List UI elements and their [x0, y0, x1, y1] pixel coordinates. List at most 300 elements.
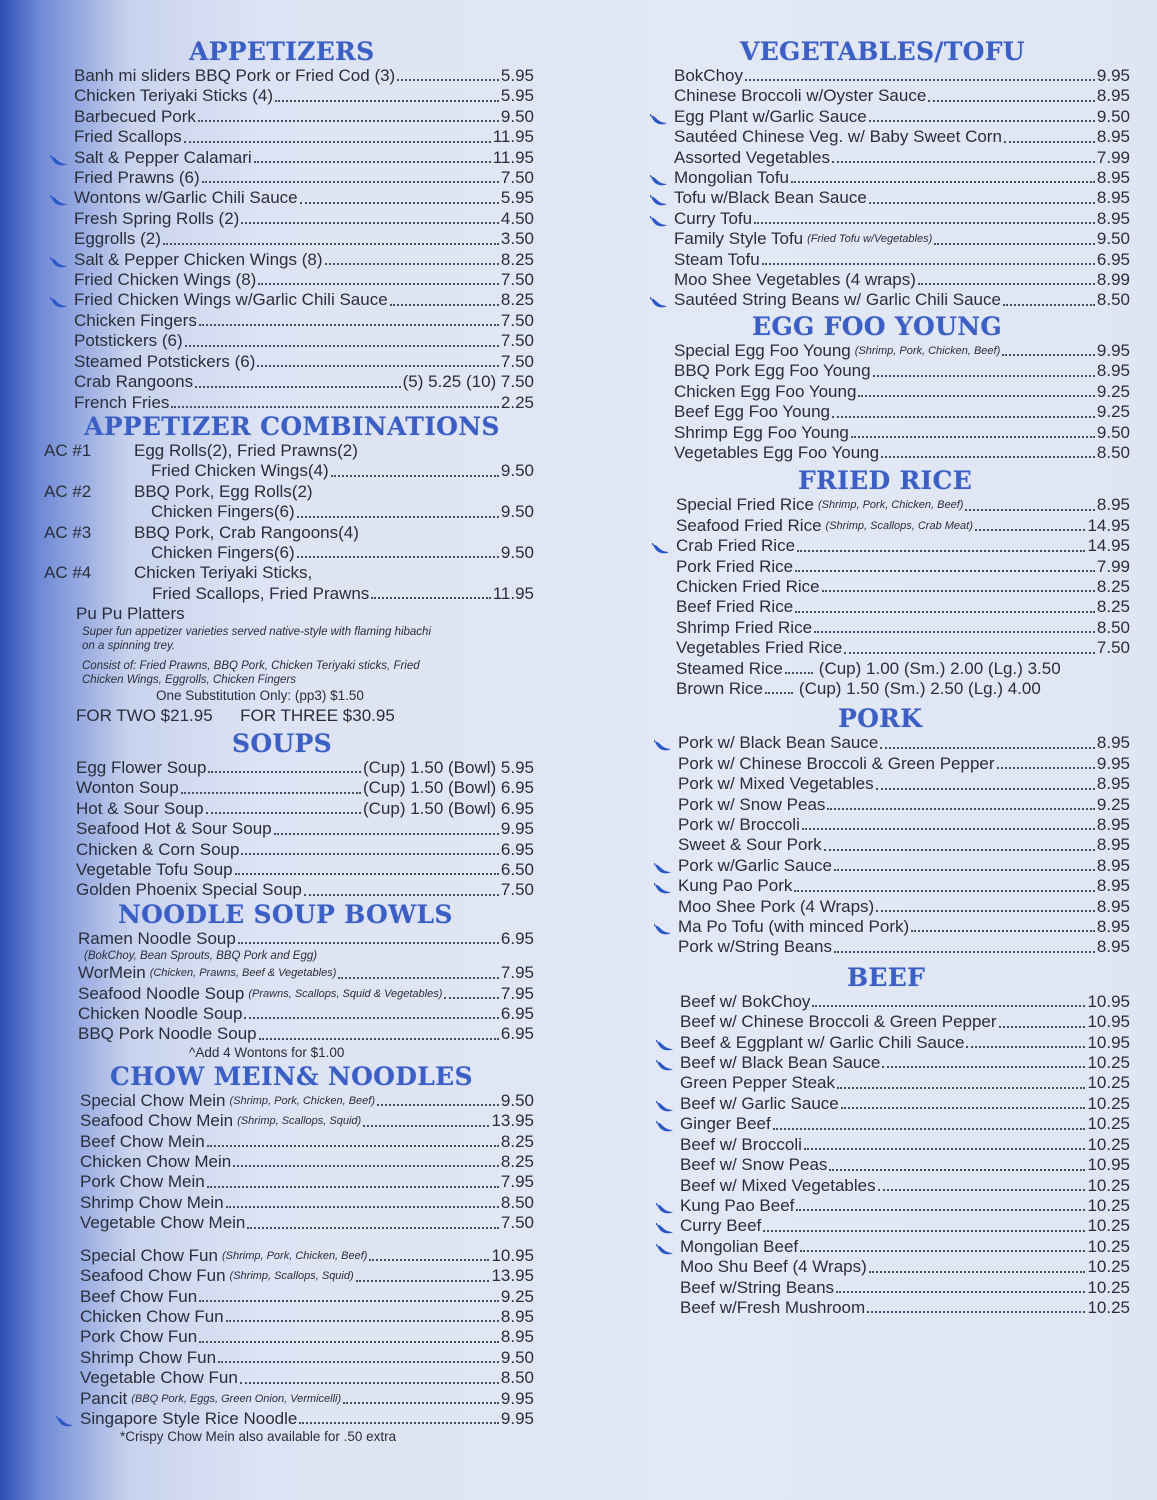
pupu-desc-2: on a spinning trey.	[82, 639, 176, 652]
section-title-beef: BEEF	[847, 962, 926, 992]
dot-leader	[254, 161, 491, 163]
combo-code: AC #1	[44, 440, 92, 460]
chili-pepper-icon	[650, 192, 668, 204]
item-price: 6.95	[500, 839, 534, 859]
combo-price: 11.95	[492, 583, 534, 603]
item-name: Seafood Chow Fun	[80, 1266, 226, 1286]
item-price: (Cup) 1.50 (Bowl) 5.95	[362, 757, 534, 777]
item-name: Pancit	[80, 1388, 128, 1408]
combo-ac-1	[44, 441, 534, 482]
dot-leader	[444, 997, 499, 999]
dot-leader	[800, 1250, 1085, 1252]
menu-item-vegetable-chow-fun	[80, 1368, 534, 1388]
dot-leader	[363, 1125, 489, 1127]
item-description: (BBQ Pork, Eggs, Green Onion, Vermicelli)	[131, 1392, 342, 1405]
noodle-soups-list	[44, 929, 534, 1045]
menu-item-curry-beef	[680, 1216, 1130, 1236]
item-price: 7.99	[1096, 147, 1130, 167]
menu-item-beef-w-string-beans	[680, 1278, 1130, 1298]
item-name: Shrimp Chow Fun	[80, 1347, 217, 1367]
dot-leader	[343, 1402, 499, 1404]
item-name: Vegetable Tofu Soup	[76, 860, 233, 879]
dot-leader	[304, 894, 499, 896]
item-price: 8.25	[500, 290, 534, 310]
item-name: Steam Tofu	[674, 249, 760, 269]
item-name: Seafood Hot & Sour Soup	[76, 819, 272, 839]
item-price: 7.95	[500, 1172, 534, 1192]
dot-leader	[881, 456, 1095, 458]
item-price: 9.25	[1096, 381, 1130, 401]
item-name: BokChoy	[674, 66, 743, 85]
section-title-vegetables-tofu: VEGETABLES/TOFU	[740, 37, 1025, 66]
item-price: 7.95	[500, 963, 534, 983]
chili-pepper-icon	[650, 294, 668, 306]
right-column	[640, 38, 1130, 1318]
item-name: Singapore Style Rice Noodle	[80, 1408, 298, 1428]
item-description: (Shrimp, Pork, Chicken, Beef)	[817, 499, 964, 512]
item-price: (Cup) 1.00 (Sm.) 2.00 (Lg.) 3.50	[818, 658, 1061, 678]
dot-leader	[1003, 304, 1095, 306]
item-name: Hot & Sour Soup	[76, 798, 204, 818]
menu-item-fried-prawns-6	[74, 168, 534, 188]
item-price: 10.25	[1087, 1114, 1130, 1134]
dot-leader	[814, 631, 1095, 633]
combo-body	[134, 441, 534, 482]
item-price: 10.25	[1087, 1297, 1130, 1317]
item-name: Moo Shee Vegetables (4 wraps)	[674, 270, 916, 290]
dot-leader	[300, 202, 499, 204]
combo-ac-3	[44, 523, 534, 564]
menu-item-beef-w-bokchoy	[680, 992, 1130, 1012]
chili-pepper-icon	[656, 1037, 674, 1049]
item-price: 6.95	[1096, 249, 1130, 269]
menu-item-wonton-soup	[76, 778, 534, 798]
dot-leader	[829, 1169, 1085, 1171]
chili-pepper-icon	[50, 192, 68, 204]
menu-item-crab-rangoons	[74, 372, 534, 392]
item-price: 5.95	[500, 66, 534, 85]
menu-item-ramen-noodle-soup	[78, 929, 534, 949]
item-price: (5) 5.25 (10) 7.50	[402, 372, 534, 392]
item-price: 10.95	[1087, 991, 1130, 1011]
item-price: 7.50	[1096, 638, 1130, 658]
item-name: Pork w/ Broccoli	[678, 815, 800, 834]
menu-item-egg-flower-soup	[76, 758, 534, 778]
item-price: 8.95	[1096, 733, 1130, 753]
menu-item-vegetables-fried-rice	[676, 638, 1130, 658]
item-price: 7.50	[500, 331, 534, 351]
dot-leader	[199, 1300, 499, 1302]
item-name: Mongolian Tofu	[674, 168, 789, 188]
item-price: 7.50	[500, 351, 534, 371]
item-name: Beef w/String Beans	[680, 1277, 835, 1297]
item-name: Pork w/ Chinese Broccoli & Green Pepper	[678, 753, 995, 773]
menu-item-hot-sour-soup	[76, 799, 534, 819]
chili-pepper-icon	[50, 254, 68, 266]
combo-body	[134, 563, 534, 604]
combo-code: AC #3	[44, 522, 92, 542]
section-title-egg-foo-young: EGG FOO YOUNG	[752, 311, 1002, 341]
item-name: Sautéed Chinese Veg. w/ Baby Sweet Corn	[674, 127, 1002, 147]
item-name: Beef w/ Garlic Sauce	[680, 1093, 839, 1113]
chow-fun-list	[44, 1246, 534, 1430]
item-name: Beef w/ Snow Peas	[680, 1155, 828, 1175]
dot-leader	[762, 263, 1095, 265]
section-title-chow-mein-noodles: CHOW MEIN& NOODLES	[110, 1061, 473, 1091]
item-name: Beef w/ Chinese Broccoli & Green Pepper	[680, 1012, 997, 1032]
combo-line-2-text: Fried Chicken Wings(4)	[151, 461, 329, 481]
item-price: 2.25	[500, 392, 534, 412]
item-price: 8.50	[1096, 290, 1130, 310]
menu-item-eggrolls-2	[74, 229, 534, 249]
item-name: Barbecued Pork	[74, 106, 196, 126]
item-description: (Shrimp, Pork, Chicken, Beef)	[229, 1094, 376, 1107]
menu-item-note: (BokChoy, Bean Sprouts, BBQ Pork and Egg)	[84, 950, 318, 963]
dot-leader	[195, 386, 401, 388]
item-name: Ginger Beef	[680, 1114, 771, 1134]
chili-pepper-icon	[656, 1241, 674, 1253]
dot-leader	[1004, 141, 1095, 143]
item-name: Assorted Vegetables	[674, 147, 830, 167]
item-name: Crab Rangoons	[74, 372, 194, 392]
dot-leader	[218, 1361, 499, 1363]
item-price: 7.50	[500, 270, 534, 290]
dot-leader	[997, 767, 1095, 769]
item-price: 9.25	[500, 1286, 534, 1306]
item-price: 6.95	[500, 1004, 534, 1024]
item-price: 9.95	[500, 819, 534, 839]
item-name: Sweet & Sour Pork	[678, 835, 822, 855]
item-name: Shrimp Fried Rice	[676, 617, 813, 637]
combo-price: 9.50	[500, 461, 534, 481]
dot-leader	[181, 792, 361, 794]
menu-item-banh-mi-sliders-bbq-pork-or-fried-cod-3	[74, 66, 534, 86]
menu-item-green-pepper-steak	[680, 1073, 1130, 1093]
combo-code: AC #4	[44, 563, 92, 583]
dot-leader	[876, 788, 1095, 790]
item-name: Chicken Teriyaki Sticks (4)	[74, 86, 274, 106]
item-price: 6.95	[500, 1024, 534, 1044]
dot-leader	[882, 1066, 1085, 1068]
dot-leader	[184, 141, 491, 143]
item-price: 5.95	[500, 86, 534, 106]
dot-leader	[834, 951, 1095, 953]
menu-item-pork-w-snow-peas	[678, 795, 1130, 815]
dot-leader	[199, 324, 499, 326]
chili-pepper-icon	[656, 1118, 674, 1130]
section-title-appetizer-combinations: APPETIZER COMBINATIONS	[84, 411, 500, 441]
chili-pepper-icon	[652, 540, 670, 552]
item-name: Pork w/Garlic Sauce	[678, 855, 832, 875]
item-price: 13.95	[491, 1266, 534, 1286]
dot-leader	[999, 1026, 1086, 1028]
menu-item-shrimp-chow-fun	[80, 1348, 534, 1368]
item-price: 7.99	[1096, 556, 1130, 576]
menu-item-pork-w-mixed-vegetables	[678, 774, 1130, 794]
pupu-platters	[76, 604, 534, 726]
item-name: WorMein	[78, 963, 146, 983]
dot-leader	[325, 263, 499, 265]
menu-item-saut-ed-string-beans-w-garlic-chili-sauce	[674, 290, 1130, 310]
dot-leader	[841, 1107, 1086, 1109]
pupu-for-two: FOR TWO $21.95	[76, 705, 213, 725]
item-name: Pork Chow Fun	[80, 1327, 198, 1347]
menu-item-vegetable-tofu-soup	[76, 860, 534, 880]
item-price: 9.50	[500, 106, 534, 126]
item-name: Beef Egg Foo Young	[674, 402, 830, 422]
chili-pepper-icon	[56, 1413, 74, 1425]
item-name: Seafood Fried Rice	[676, 515, 822, 535]
item-description: (Shrimp, Scallops, Squid)	[237, 1115, 362, 1128]
menu-item-seafood-hot-sour-soup	[76, 819, 534, 839]
item-price: 10.25	[1087, 1134, 1130, 1154]
item-price: 10.25	[1087, 1175, 1130, 1195]
item-price: 10.95	[1087, 1012, 1130, 1032]
chow-mein-list	[44, 1091, 534, 1234]
dot-leader	[240, 1382, 499, 1384]
item-price: 7.50	[500, 168, 534, 188]
dot-leader	[822, 590, 1095, 592]
dot-leader	[356, 1280, 490, 1282]
menu-item-pork-w-broccoli	[678, 815, 1130, 835]
item-price: 10.25	[1087, 1236, 1130, 1256]
menu-item-steam-tofu	[674, 250, 1130, 270]
item-price: 10.25	[1087, 1216, 1130, 1236]
dot-leader	[331, 475, 499, 477]
dot-leader	[804, 1148, 1086, 1150]
vegetables-list	[640, 66, 1130, 311]
left-column	[44, 38, 534, 1445]
noodle-soups-footnote: ^Add 4 Wontons for $1.00	[189, 1044, 345, 1060]
item-price: 9.95	[500, 1388, 534, 1408]
item-name: Special Fried Rice	[676, 495, 814, 515]
menu-item-mongolian-tofu	[674, 168, 1130, 188]
item-price: 10.95	[1087, 1032, 1130, 1052]
item-name: Ma Po Tofu (with minced Pork)	[678, 917, 910, 937]
item-price: 10.25	[1087, 1053, 1130, 1073]
menu-item-assorted-vegetables	[674, 148, 1130, 168]
dot-leader	[844, 652, 1095, 654]
item-name: Special Chow Fun	[80, 1245, 218, 1265]
combo-line-2-text: Chicken Fingers(6)	[151, 542, 295, 562]
item-name: Special Chow Mein	[80, 1090, 226, 1110]
pupu-desc-4: Chicken Wings, Eggrolls, Chicken Fingers	[82, 673, 297, 686]
item-name: Pork Chow Mein	[80, 1172, 205, 1192]
egg-foo-list	[640, 341, 1130, 463]
pupu-title: Pu Pu Platters	[76, 604, 185, 624]
item-name: Fried Chicken Wings (8)	[74, 270, 257, 290]
menu-item-beef-w-snow-peas	[680, 1155, 1130, 1175]
pupu-substitution: One Substitution Only: (pp3) $1.50	[156, 687, 364, 703]
menu-item-pork-w-garlic-sauce	[678, 856, 1130, 876]
item-price: 8.95	[1096, 127, 1130, 147]
combo-line-2	[151, 543, 534, 563]
dot-leader	[299, 1422, 499, 1424]
menu-item-singapore-style-rice-noodle	[80, 1409, 534, 1429]
menu-item-bbq-pork-egg-foo-young	[674, 361, 1130, 381]
menu-item-tofu-w-black-bean-sauce	[674, 188, 1130, 208]
item-name: Steamed Rice	[676, 658, 783, 678]
chili-pepper-icon	[656, 1200, 674, 1212]
dot-leader	[244, 1017, 498, 1019]
chili-pepper-icon	[656, 1057, 674, 1069]
dot-leader	[965, 509, 1094, 511]
chili-pepper-icon	[656, 1220, 674, 1232]
soups-list	[44, 758, 534, 901]
item-name: Vegetables Fried Rice	[676, 638, 843, 658]
item-name: Salt & Pepper Chicken Wings (8)	[74, 249, 323, 269]
item-price: 8.95	[500, 1327, 534, 1347]
item-name: Chicken Noodle Soup	[78, 1004, 243, 1024]
dot-leader	[207, 1145, 499, 1147]
item-price: 8.95	[1096, 86, 1130, 106]
menu-item-fried-scallops	[74, 127, 534, 147]
item-price: 8.25	[1096, 597, 1130, 617]
item-price: 8.99	[1096, 270, 1130, 290]
menu-item-wormein	[78, 963, 534, 983]
menu-item-moo-shee-vegetables-4-wraps	[674, 270, 1130, 290]
item-name: Chicken Chow Fun	[80, 1306, 224, 1326]
menu-item-vegetable-chow-mein	[80, 1213, 534, 1233]
item-description: (Shrimp, Scallops, Squid)	[229, 1270, 354, 1283]
item-description: (Fried Tofu w/Vegetables)	[807, 233, 933, 246]
item-name: Moo Shee Pork (4 Wraps)	[678, 896, 875, 916]
menu-item-moo-shu-beef-4-wraps	[680, 1257, 1130, 1277]
dot-leader	[918, 283, 1095, 285]
section-title-pork: PORK	[838, 704, 923, 734]
dot-leader	[338, 977, 499, 979]
dot-leader	[207, 1186, 499, 1188]
menu-item-ma-po-tofu-with-minced-pork	[678, 917, 1130, 937]
menu-item-moo-shee-pork-4-wraps	[678, 897, 1130, 917]
item-price: (Cup) 1.50 (Sm.) 2.50 (Lg.) 4.00	[798, 678, 1041, 698]
dot-leader	[274, 833, 499, 835]
item-price: 10.25	[1087, 1073, 1130, 1093]
item-price: 9.50	[1096, 229, 1130, 249]
item-name: Pork w/String Beans	[678, 937, 833, 957]
dot-leader	[377, 1104, 499, 1106]
item-price: 3.50	[500, 229, 534, 249]
pupu-desc-3: Consist of: Fried Prawns, BBQ Pork, Chicken Teriyaki sticks, Fried	[82, 659, 420, 672]
menu-item-chicken-teriyaki-sticks-4	[74, 86, 534, 106]
item-name: Beef w/ Mixed Vegetables	[680, 1175, 876, 1195]
item-name: Beef Chow Mein	[80, 1131, 205, 1151]
menu-item-chicken-corn-soup	[76, 840, 534, 860]
menu-item-barbecued-pork	[74, 107, 534, 127]
item-price: 8.25	[500, 249, 534, 269]
item-price: 9.25	[1096, 794, 1130, 814]
item-name: BBQ Pork Egg Foo Young	[674, 361, 871, 381]
dot-leader	[369, 1259, 489, 1261]
item-price: 10.25	[1087, 1093, 1130, 1113]
menu-item-family-style-tofu	[674, 229, 1130, 249]
item-name: Egg Flower Soup	[76, 757, 207, 777]
item-name: Wontons w/Garlic Chili Sauce	[74, 188, 298, 208]
item-price: 8.95	[500, 1306, 534, 1326]
menu-item-chicken-chow-fun	[80, 1307, 534, 1327]
dot-leader	[851, 436, 1095, 438]
chow-mein-footnote: *Crispy Chow Mein also available for .50 extra	[120, 1429, 397, 1445]
item-price: 13.95	[491, 1111, 534, 1131]
item-price: 5.95	[500, 188, 534, 208]
dot-leader	[867, 1311, 1085, 1313]
dot-leader	[795, 611, 1095, 613]
dot-leader	[869, 120, 1095, 122]
dot-leader	[880, 747, 1095, 749]
item-name: Seafood Noodle Soup	[78, 983, 245, 1003]
item-description: (Shrimp, Pork, Chicken, Beef)	[854, 344, 1001, 357]
dot-leader	[934, 243, 1095, 245]
item-price: 8.95	[1096, 815, 1130, 834]
item-name: Vegetables Egg Foo Young	[674, 442, 880, 462]
item-name: Chinese Broccoli w/Oyster Sauce	[674, 86, 927, 106]
menu-item-curry-tofu	[674, 209, 1130, 229]
menu-item-shrimp-egg-foo-young	[674, 423, 1130, 443]
item-price: 9.50	[500, 1347, 534, 1367]
item-name: Tofu w/Black Bean Sauce	[674, 188, 867, 208]
item-name: Beef & Eggplant w/ Garlic Chili Sauce	[680, 1032, 965, 1052]
menu-item-saut-ed-chinese-veg-w-baby-sweet-corn	[674, 127, 1130, 147]
item-name: Seafood Chow Mein	[80, 1111, 234, 1131]
item-name: Sautéed String Beans w/ Garlic Chili Sauce	[674, 290, 1001, 310]
item-name: BBQ Pork Noodle Soup	[78, 1024, 257, 1044]
item-name: Pork Fried Rice	[676, 556, 794, 576]
combo-line-2-text: Chicken Fingers(6)	[151, 502, 295, 522]
menu-item-pork-w-chinese-broccoli-green-pepper	[678, 754, 1130, 774]
menu-item-ginger-beef	[680, 1114, 1130, 1134]
section-title-fried-rice: FRIED RICE	[798, 466, 973, 496]
menu-item-golden-phoenix-special-soup	[76, 880, 534, 900]
combo-ac-2	[44, 482, 534, 523]
item-name: Pork w/ Snow Peas	[678, 794, 826, 814]
menu-item-potstickers-6	[74, 331, 534, 351]
item-price: 6.50	[500, 860, 534, 879]
dot-leader	[832, 161, 1095, 163]
menu-item-pork-chow-mein	[80, 1172, 534, 1192]
item-name: Beef w/ Broccoli	[680, 1134, 802, 1154]
menu-item-bbq-pork-noodle-soup	[78, 1024, 534, 1044]
menu-item-steamed-potstickers-6	[74, 352, 534, 372]
item-price: 11.95	[492, 127, 534, 147]
item-price: 9.25	[1096, 402, 1130, 422]
item-price: 9.95	[1096, 340, 1130, 360]
dot-leader	[794, 890, 1095, 892]
dot-leader	[163, 243, 499, 245]
item-name: Mongolian Beef	[680, 1236, 799, 1256]
dot-leader	[827, 808, 1095, 810]
menu-item-beef-w-fresh-mushroom	[680, 1298, 1130, 1318]
dot-leader	[834, 869, 1095, 871]
menu-item-chicken-chow-mein	[80, 1152, 534, 1172]
section-title-noodle-soup-bowls: NOODLE SOUP BOWLS	[118, 899, 453, 929]
menu-item-vegetables-egg-foo-young	[674, 443, 1130, 463]
appetizers-list	[44, 66, 534, 413]
item-price: 14.95	[1087, 515, 1130, 535]
dot-leader	[928, 100, 1095, 102]
menu-item-special-chow-fun	[80, 1246, 534, 1266]
item-name: Curry Tofu	[674, 208, 753, 228]
dot-leader	[869, 1271, 1086, 1273]
item-price: 8.95	[1096, 774, 1130, 794]
menu-item-egg-plant-w-garlic-sauce	[674, 107, 1130, 127]
item-name: Beef Fried Rice	[676, 597, 794, 617]
item-name: Egg Plant w/Garlic Sauce	[674, 106, 867, 126]
dot-leader	[791, 181, 1095, 183]
item-price: 8.95	[1096, 835, 1130, 855]
item-name: Salt & Pepper Calamari	[74, 147, 252, 167]
combo-line-2-text: Fried Scallops, Fried Prawns	[152, 583, 370, 603]
pupu-prices	[76, 706, 534, 726]
